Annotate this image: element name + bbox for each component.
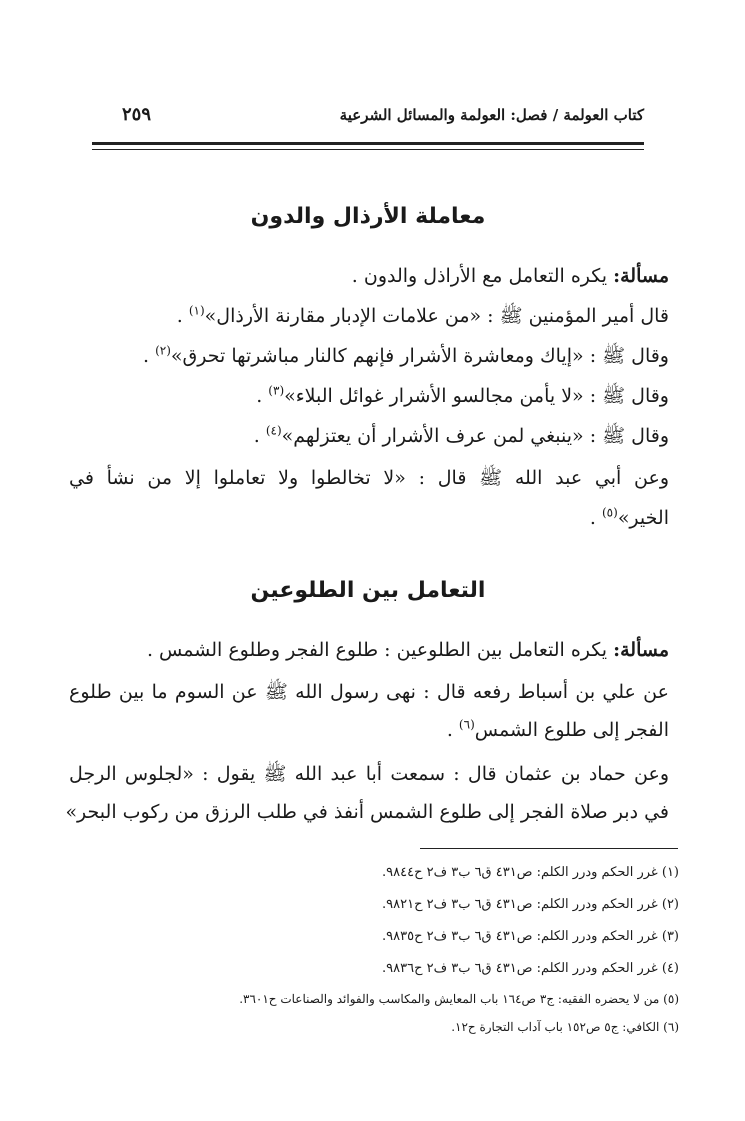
header-rule-thick	[92, 142, 644, 145]
line-text: وقال ﷺ : «لا يأمن مجالسو الأشرار غوائل البلاء»	[284, 385, 669, 407]
line-tail: .	[253, 425, 266, 447]
line-tail: .	[446, 719, 459, 741]
body-line	[69, 384, 669, 408]
body-line	[69, 264, 669, 288]
body-line: عن علي بن أسباط رفعه قال : نهى رسول الله ﷺ عن السوم ما بين طلوع	[69, 681, 669, 703]
issue-term: مسألة:	[613, 639, 669, 661]
footnote-ref: (١)	[188, 303, 205, 318]
body-line: في دبر صلاة الفجر إلى طلوع الشمس أنفذ في طلب الرزق من ركوب البحر»	[65, 801, 669, 823]
line-text: الفجر إلى طلوع الشمس	[474, 719, 669, 741]
line-text: قال أمير المؤمنين ﷺ : «من علامات الإدبار مقارنة الأرذال»	[204, 305, 669, 327]
body-line	[69, 718, 669, 742]
footnote-4: (٤) غرر الحكم ودرر الكلم: ص٤٣١ ق٦ ب٣ ف٢ ح٩٨٣٦.	[382, 961, 679, 976]
body-line: وعن حماد بن عثمان قال : سمعت أبا عبد الله ﷺ يقول : «لجلوس الرجل	[69, 763, 669, 785]
section-title-2: التعامل بين الطلوعين	[250, 578, 486, 603]
page-number: ٢٥٩	[122, 104, 152, 125]
body-line	[69, 424, 669, 448]
header-rule-thin	[92, 149, 644, 150]
footnote-6: (٦) الكافي: ج٥ ص١٥٢ باب آداب التجارة ح١٢.	[451, 1020, 679, 1034]
section-title-1: معاملة الأرذال والدون	[250, 204, 486, 229]
body-line	[69, 506, 669, 530]
footnote-ref: (٤)	[265, 423, 282, 438]
body-line	[69, 304, 669, 328]
footnote-1: (١) غرر الحكم ودرر الكلم: ص٤٣١ ق٦ ب٣ ف٢ ح٩٨٤٤.	[382, 865, 679, 880]
line-text: وقال ﷺ : «ينبغي لمن عرف الأشرار أن يعتزلهم»	[281, 425, 669, 447]
line-tail: .	[256, 385, 269, 407]
running-header	[92, 104, 644, 134]
line-text: وقال ﷺ : «إياك ومعاشرة الأشرار فإنهم كالنار مباشرتها تحرق»	[170, 345, 669, 367]
line-text: الخير»	[617, 507, 669, 529]
line-text: يكره التعامل بين الطلوعين : طلوع الفجر وطلوع الشمس .	[146, 639, 614, 661]
body-line	[69, 638, 669, 662]
issue-term: مسألة:	[613, 265, 669, 287]
footnote-3: (٣) غرر الحكم ودرر الكلم: ص٤٣١ ق٦ ب٣ ف٢ ح٩٨٣٥.	[382, 929, 679, 944]
footnote-separator	[420, 848, 678, 849]
footnote-ref: (٦)	[458, 717, 475, 732]
line-tail: .	[589, 507, 602, 529]
footnote-ref: (٢)	[155, 343, 171, 358]
line-text: يكره التعامل مع الأراذل والدون .	[351, 265, 614, 287]
body-line: وعن أبي عبد الله ﷺ قال : «لا تخالطوا ولا تعاملوا إلا من نشأ في	[69, 467, 669, 489]
line-tail: .	[176, 305, 189, 327]
running-header-title: كتاب العولمة / فصل: العولمة والمسائل الشرعية	[339, 106, 644, 124]
footnote-ref: (٥)	[601, 505, 618, 520]
line-tail: .	[143, 345, 156, 367]
footnote-ref: (٣)	[268, 383, 285, 398]
footnote-2: (٢) غرر الحكم ودرر الكلم: ص٤٣١ ق٦ ب٣ ف٢ ح٩٨٢١.	[382, 897, 679, 912]
body-line	[69, 344, 669, 368]
footnote-5: (٥) من لا يحضره الفقيه: ج٣ ص١٦٤ باب المعايش والمكاسب والفوائد والصناعات ح٣٦٠١.	[239, 992, 679, 1006]
